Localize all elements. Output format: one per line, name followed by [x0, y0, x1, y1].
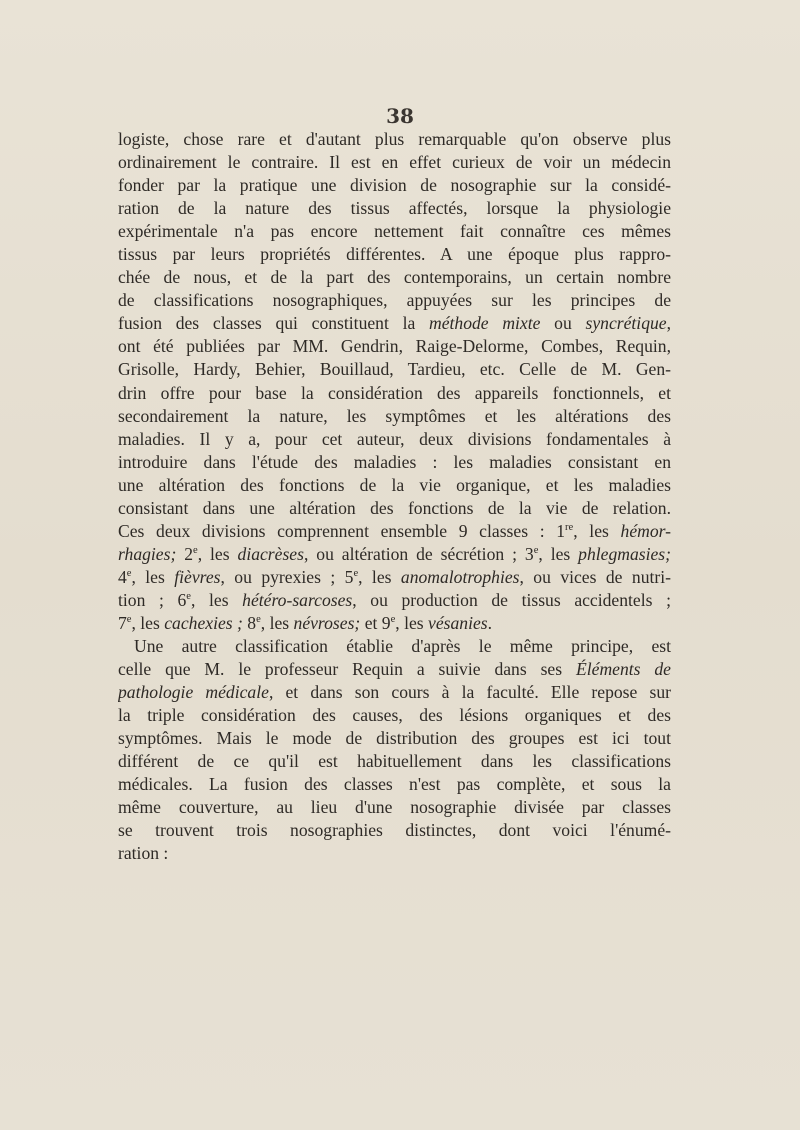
ordinal-suffix: e — [126, 568, 132, 580]
text-run: , les — [260, 612, 294, 633]
italic-term: hétéro-sarcoses — [242, 589, 353, 610]
text-line — [118, 451, 671, 474]
italic-term: hémor- — [620, 520, 671, 541]
text-line — [118, 842, 671, 865]
text-run: se trouvent trois nosographies distinctes, dont voici l'énumé- — [118, 820, 671, 841]
text-run: 4 — [118, 566, 127, 587]
text-line — [118, 220, 671, 243]
ordinal-suffix: e — [186, 591, 191, 603]
text-run: , les — [573, 520, 621, 541]
text-line — [118, 474, 671, 497]
paragraph — [118, 128, 671, 635]
text-line — [118, 128, 671, 151]
paragraph — [118, 635, 671, 865]
text-line — [118, 819, 671, 842]
text-line — [118, 289, 671, 312]
text-line — [118, 727, 671, 750]
text-line — [118, 773, 671, 796]
text-run: fusion des classes qui constituent la — [118, 313, 430, 334]
text-run: fonder par la pratique une division de nosographie sur la considé- — [118, 175, 671, 196]
text-line — [118, 681, 671, 704]
text-run: symptômes. Mais le mode de distribution des groupes est ici tout — [118, 728, 671, 749]
text-line — [118, 635, 671, 658]
text-line — [118, 589, 671, 612]
text-run: , et dans son cours à la faculté. Elle repose sur — [268, 682, 671, 703]
text-run: différent de ce qu'il est habituellement dans les classifications — [118, 751, 671, 772]
text-line — [118, 382, 671, 405]
ordinal-suffix: e — [256, 614, 261, 626]
text-line — [118, 151, 671, 174]
text-run: ou — [540, 313, 586, 334]
text-line — [118, 520, 671, 543]
text-run: ration de la nature des tissus affectés, lorsque la physiologie — [118, 198, 671, 219]
text-run: , les — [190, 589, 243, 610]
text-run: , les — [395, 612, 429, 633]
page-number: 38 — [386, 104, 414, 128]
italic-term: anomalotrophies — [400, 566, 520, 587]
text-run: médicales. La fusion des classes n'est pas complète, et sous la — [118, 774, 671, 795]
italic-term: vésanies — [428, 612, 488, 633]
text-run: drin offre pour base la considération des appareils fonctionnels, et — [118, 382, 671, 403]
text-run: de classifications nosographiques, appuyées sur les principes de — [118, 290, 671, 311]
italic-term: fièvres — [174, 566, 221, 587]
italic-term: syncrétique — [585, 313, 667, 334]
italic-term: cachexies ; — [164, 612, 243, 633]
text-line — [118, 543, 671, 566]
text-run: même couverture, au lieu d'une nosographie divisée par classes — [118, 797, 671, 818]
text-run: , les — [358, 566, 401, 587]
text-line — [118, 243, 671, 266]
text-run: consistant dans une altération des fonctions de la vie de relation. — [118, 497, 671, 518]
text-run: , ou production de tissus accidentels ; — [352, 589, 671, 610]
text-line — [118, 335, 671, 358]
text-run: ration : — [118, 843, 169, 864]
text-line — [118, 197, 671, 220]
text-run: , ou altération de sécrétion ; 3 — [303, 543, 534, 564]
italic-term: névroses; — [293, 612, 361, 633]
text-line — [118, 704, 671, 727]
ordinal-suffix: e — [533, 544, 539, 556]
text-run: chée de nous, et de la part des contemporains, un certain nombre — [118, 267, 671, 288]
text-line — [118, 358, 671, 381]
ordinal-suffix: re — [565, 521, 574, 533]
text-run: la triple considération des causes, des lésions organiques et des — [118, 705, 671, 726]
text-line — [118, 405, 671, 428]
text-run: , — [666, 313, 671, 334]
italic-term: phlegmasies; — [578, 543, 671, 564]
text-run: secondairement la nature, les symptômes et les altérations des — [118, 405, 671, 426]
text-run: expérimentale n'a pas encore nettement fait connaître ces mêmes — [118, 221, 671, 242]
text-run: , les — [538, 543, 579, 564]
ordinal-suffix: e — [353, 568, 359, 580]
text-run: , ou vices de nutri- — [519, 566, 671, 587]
text-run: , les — [197, 543, 238, 564]
italic-term: pathologie médicale — [118, 682, 269, 703]
text-run: . — [487, 612, 493, 633]
text-line — [118, 428, 671, 451]
text-run: 7 — [118, 612, 127, 633]
body-text — [118, 128, 671, 866]
text-line — [118, 566, 671, 589]
text-run: une altération des fonctions de la vie organique, et les maladies — [118, 474, 671, 495]
text-line — [118, 796, 671, 819]
text-run: tion ; 6 — [118, 589, 187, 610]
text-line — [118, 312, 671, 335]
text-line — [118, 750, 671, 773]
italic-term: rhagies; — [118, 543, 177, 564]
text-run: ordinairement le contraire. Il est en effet curieux de voir un médecin — [118, 152, 671, 173]
text-run: 2 — [176, 543, 194, 564]
text-run: maladies. Il y a, pour cet auteur, deux divisions fondamentales à — [118, 428, 671, 449]
text-run: , les — [131, 566, 175, 587]
ordinal-suffix: e — [193, 544, 198, 556]
text-run: Une autre classification établie d'après le même principe, est — [134, 636, 671, 657]
text-line — [118, 174, 671, 197]
text-line — [118, 497, 671, 520]
text-line — [118, 266, 671, 289]
text-run: tissus par leurs propriétés différentes. A une époque plus rappro- — [118, 244, 671, 265]
italic-term: diacrèses — [237, 543, 304, 564]
text-line — [118, 612, 671, 635]
italic-term: Éléments de — [576, 659, 671, 680]
text-run: ont été publiées par MM. Gendrin, Raige-Delorme, Combes, Requin, — [118, 336, 671, 357]
text-run: introduire dans l'étude des maladies : les maladies consistant en — [118, 451, 671, 472]
text-run: , les — [131, 612, 165, 633]
text-run: et 9 — [360, 612, 391, 633]
text-run: 8 — [242, 612, 257, 633]
italic-term: méthode mixte — [429, 313, 541, 334]
text-run: , ou pyrexies ; 5 — [220, 566, 354, 587]
ordinal-suffix: e — [390, 614, 396, 626]
text-run: Grisolle, Hardy, Behier, Bouillaud, Tardieu, etc. Celle de M. Gen- — [118, 359, 671, 380]
ordinal-suffix: e — [126, 614, 132, 626]
text-line — [118, 658, 671, 681]
text-run: logiste, chose rare et d'autant plus remarquable qu'on observe plus — [118, 129, 671, 149]
text-run: Ces deux divisions comprennent ensemble 9 classes : 1 — [118, 520, 566, 541]
text-run: celle que M. le professeur Requin a suivie dans ses — [118, 659, 576, 680]
